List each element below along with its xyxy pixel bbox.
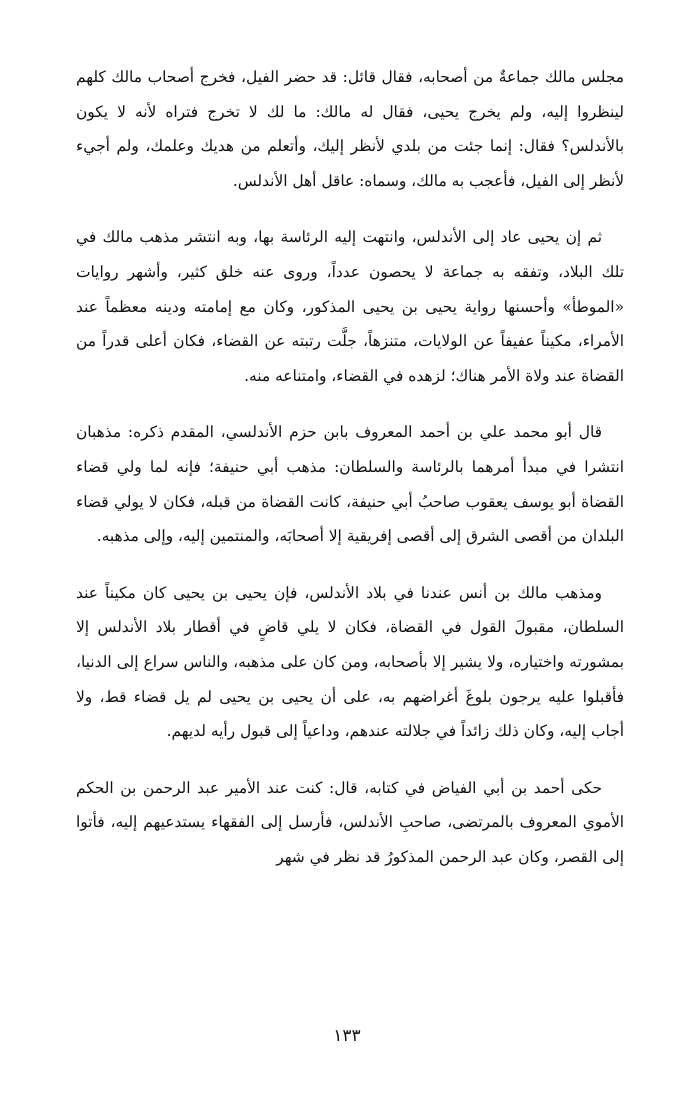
paragraph-elephant-anecdote: مجلس مالك جماعةٌ من أصحابه، فقال قائل: قد حضر الفيل، فخرج أصحاب مالك كلهم لينظروا إليه، ولم يخرج يحيى، فقال له مالك: ما لك لا تخرج فتراه لأنه لا يكون بالأندلس؟ فقال: إنما جئت من بلدي لأنظر إليك، وأتعلم من هديك وعلمك، ولم أجيء لأنظر إلى الفيل، فأعجب به مالك، وسماه: عاقل أهل الأندلس. (76, 68, 624, 190)
paragraph-ibn-abi-al-fayyad: حكى أحمد بن أبي الفياض في كتابه، قال: كنت عند الأمير عبد الرحمن بن الحكم الأموي المعروف بالمرتضى، صاحبِ الأندلس، فأرسل إلى الفقهاء يستدعيهم إليه، فأتوا إلى القصر، وكان عبد الرحمن المذكورُ قد نظر في شهر (76, 778, 624, 866)
page-body (76, 60, 624, 896)
page-number: ١٣٣ (333, 1026, 361, 1046)
paragraph-return-to-andalus: ثم إن يحيى عاد إلى الأندلس، وانتهت إليه الرئاسة بها، وبه انتشر مذهب مالك في تلك البلاد، وتفقه به جماعة لا يحصون عدداً، وروى عنه خلق كثير، وأشهر روايات «الموطأ» وأحسنها رواية يحيى بن يحيى المذكور، وكان مع إمامته ودينه معظماً عند الأمراء، مكيناً عفيفاً عن الولايات، متنزهاً، جلَّت رتبته عن القضاء، فكان أعلى قدراً من القضاة عند ولاة الأمر هناك؛ لزهده في القضاء، وامتناعه منه. (76, 228, 624, 385)
paragraph-ibn-hazm-quote: قال أبو محمد علي بن أحمد المعروف بابن حزم الأندلسي، المقدم ذكره: مذهبان انتشرا في مبدأ أمرهما بالرئاسة والسلطان: مذهب أبي حنيفة؛ فإنه لما ولي قضاء القضاة أبو يوسف يعقوب صاحبُ أبي حنيفة، كانت القضاة من قبله، فكان لا يولي قضاء البلدان من أقصى الشرق إلى أقصى إفريقية إلا أصحابَه، والمنتمين إليه، وإلى مذهبه. (76, 423, 624, 546)
paragraph-maliki-school: ومذهب مالك بن أنس عندنا في بلاد الأندلس، فإن يحيى بن يحيى كان مكيناً عند السلطان، مقبولَ القول في القضاة، فكان لا يلي قاضٍ في أقطار بلاد الأندلس إلا بمشورته واختياره، ولا يشير إلا بأصحابه، ومن كان على مذهبه، والناس سراع إلى الدنيا، فأقبلوا عليه يرجون بلوغَ أغراضهم به، على أن يحيى بن يحيى لم يل قضاء قط، ولا أجاب إليه، وكان ذلك زائداً في جلالته عندهم، وداعياً إلى قبول رأيه لديهم. (76, 583, 624, 741)
